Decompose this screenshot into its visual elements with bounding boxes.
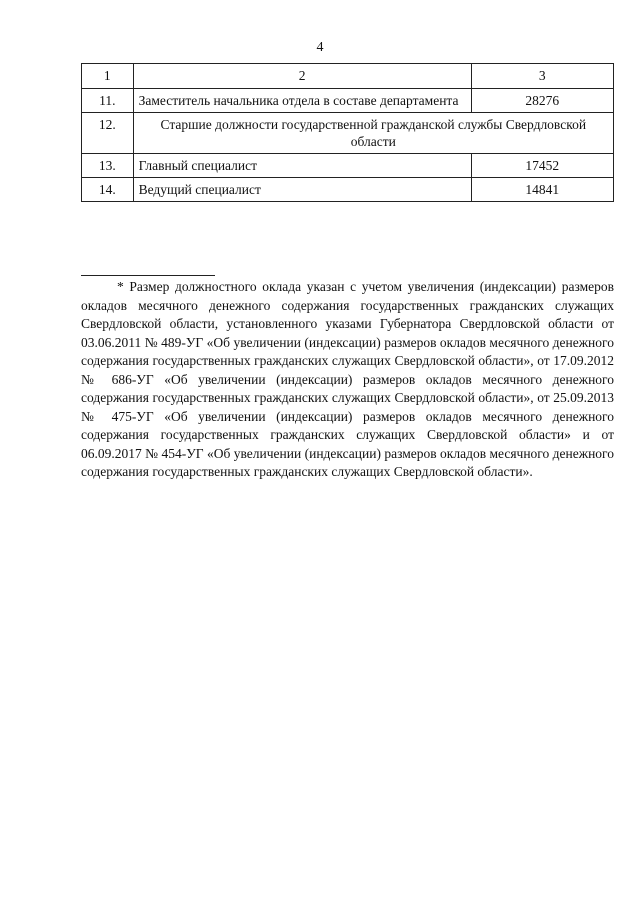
position-title: Ведущий специалист — [133, 178, 471, 202]
position-title: Главный специалист — [133, 154, 471, 178]
page-number: 4 — [316, 40, 324, 55]
table-row — [82, 154, 614, 178]
table-row — [82, 113, 614, 154]
salary-value: 28276 — [471, 89, 613, 113]
salary-value: 14841 — [471, 178, 613, 202]
header-cell-2: 2 — [133, 64, 471, 89]
footnote-separator — [81, 275, 215, 276]
table-row — [82, 178, 614, 202]
row-number: 12. — [82, 113, 134, 154]
group-title: Старшие должности государственной гражданской службы Свердловской области — [133, 113, 613, 154]
header-cell-1: 1 — [82, 64, 134, 89]
header-cell-3: 3 — [471, 64, 613, 89]
row-number: 13. — [82, 154, 134, 178]
row-number: 11. — [82, 89, 134, 113]
table-row — [82, 89, 614, 113]
position-title: Заместитель начальника отдела в составе департамента — [133, 89, 471, 113]
row-number: 14. — [82, 178, 134, 202]
footnote-text: * Размер должностного оклада указан с учетом увеличения (индексации) размеров окладов месячного денежного содержания государственных гражданских служащих Свердловской области, установленного указами Губернатора Свердловской области от 03.06.2011 № 489-УГ «Об увеличении (индексации) размеров окладов месячного денежного содержания государственных гражданских служащих Свердловской области», от 17.09.2012 № 686-УГ «Об увеличении (индексации) размеров окладов месячного денежного содержания государственных гражданских служащих Свердловской области», от 25.09.2013 № 475-УГ «Об увеличении (индексации) размеров окладов месячного денежного содержания государственных гражданских служащих Свердловской области» и от 06.09.2017 № 454-УГ «Об увеличении (индексации) размеров окладов месячного денежного содержания государственных гражданских служащих Свердловской области». — [81, 279, 614, 479]
table-header-row — [82, 64, 614, 89]
salary-table — [81, 63, 614, 202]
salary-value: 17452 — [471, 154, 613, 178]
